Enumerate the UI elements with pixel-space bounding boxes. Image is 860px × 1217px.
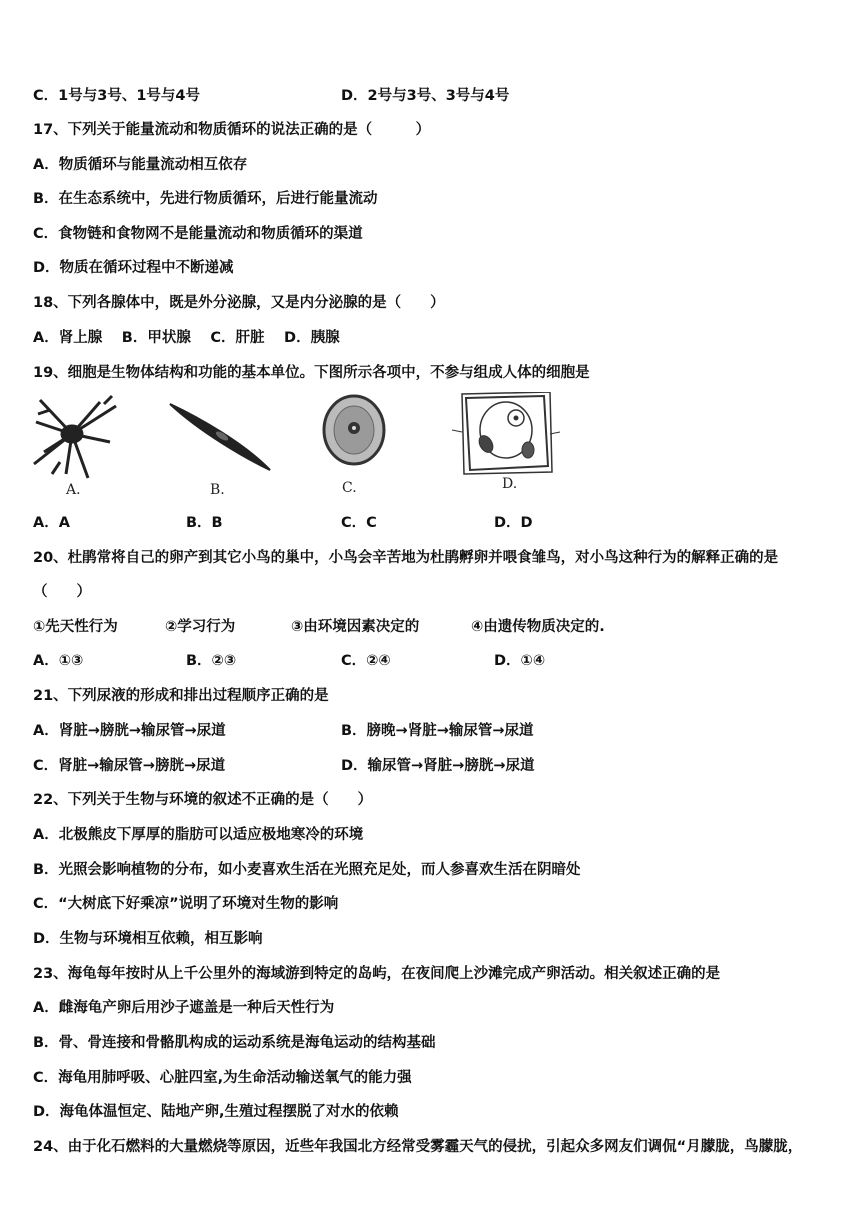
q21-stem: 21、下列尿液的形成和排出过程顺序正确的是 — [33, 688, 329, 704]
figure-label-c: C. — [342, 480, 357, 496]
q18-options: A．肾上腺 B．甲状腺 C．肝脏 D．胰腺 — [33, 330, 340, 346]
q20-answer-paren: （ ） — [33, 584, 91, 600]
q22-option-b: B．光照会影响植物的分布，如小麦喜欢生活在光照充足处，而人参喜欢生活在阴暗处 — [33, 862, 581, 878]
q23-option-b: B．骨、骨连接和骨骼肌构成的运动系统是海龟运动的结构基础 — [33, 1035, 436, 1051]
q20-stem: 20、杜鹃常将自己的卵产到其它小鸟的巢中，小鸟会辛苦地为杜鹃孵卵并喂食雏鸟，对小鸟这种行为的解释正确的是 — [33, 550, 779, 566]
q22-option-c: C．“大树底下好乘凉”说明了环境对生物的影响 — [33, 896, 339, 912]
q17-option-d: D．物质在循环过程中不断递减 — [33, 260, 234, 276]
q17-option-c: C．食物链和食物网不是能量流动和物质循环的渠道 — [33, 226, 363, 242]
q20-statement-2: ②学习行为 — [165, 619, 236, 635]
q17-option-a: A．物质循环与能量流动相互依存 — [33, 157, 248, 173]
q21-option-b: B．膀晚→肾脏→输尿管→尿道 — [341, 723, 534, 739]
q16-option-c: C．1号与3号、1号与4号 — [33, 88, 200, 104]
q23-option-c: C．海龟用肺呼吸、心脏四室,为生命活动输送氧气的能力强 — [33, 1070, 412, 1086]
figure-label-b: B. — [210, 482, 225, 498]
cell-figure — [30, 392, 590, 500]
q20-statement-3: ③由环境因素决定的 — [291, 619, 420, 635]
q20-statement-1: ①先天性行为 — [33, 619, 118, 635]
round-cell-icon — [324, 396, 384, 464]
q20-option-c: C．②④ — [341, 653, 391, 669]
figure-label-d: D. — [502, 476, 518, 492]
plant-cell-icon — [452, 392, 560, 474]
q18-stem: 18、下列各腺体中，既是外分泌腺，又是内分泌腺的是（ ） — [33, 295, 445, 311]
q23-option-d: D．海龟体温恒定、陆地产卵,生殖过程摆脱了对水的依赖 — [33, 1104, 399, 1120]
q22-option-d: D．生物与环境相互依赖，相互影响 — [33, 931, 263, 947]
q23-stem: 23、海龟每年按时从上千公里外的海域游到特定的岛屿，在夜间爬上沙滩完成产卵活动。相关叙述正确的是 — [33, 966, 721, 982]
neuron-cell-icon — [34, 396, 116, 478]
q24-stem: 24、由于化石燃料的大量燃烧等原因，近些年我国北方经常受雾霾天气的侵扰，引起众多网友们调侃“月朦胧，鸟朦胧， — [33, 1139, 803, 1155]
q21-option-d: D．输尿管→肾脏→膀胱→尿道 — [341, 758, 535, 774]
q20-option-a: A．①③ — [33, 653, 84, 669]
q17-option-b: B．在生态系统中，先进行物质循环，后进行能量流动 — [33, 191, 378, 207]
figure-label-a: A. — [66, 482, 81, 498]
q19-option-d: D．D — [494, 515, 533, 531]
q19-option-b: B．B — [186, 515, 223, 531]
cell-figure-svg — [30, 392, 590, 500]
q21-option-c: C．肾脏→输尿管→膀胱→尿道 — [33, 758, 226, 774]
q22-stem: 22、下列关于生物与环境的叙述不正确的是（ ） — [33, 792, 373, 808]
q19-stem: 19、细胞是生物体结构和功能的基本单位。下图所示各项中，不参与组成人体的细胞是 — [33, 365, 590, 381]
q19-option-a: A．A — [33, 515, 70, 531]
muscle-cell-icon — [170, 404, 270, 470]
q23-option-a: A．雌海龟产卵后用沙子遮盖是一种后天性行为 — [33, 1000, 335, 1016]
q20-option-d: D．①④ — [494, 653, 546, 669]
q22-option-a: A．北极熊皮下厚厚的脂肪可以适应极地寒冷的环境 — [33, 827, 364, 843]
q19-option-c: C．C — [341, 515, 377, 531]
q20-statement-4: ④由遗传物质决定的. — [471, 619, 605, 635]
q21-option-a: A．肾脏→膀胱→输尿管→尿道 — [33, 723, 226, 739]
q17-stem: 17、下列关于能量流动和物质循环的说法正确的是（ ） — [33, 122, 431, 138]
q16-option-d: D．2号与3号、3号与4号 — [341, 88, 510, 104]
q20-option-b: B．②③ — [186, 653, 237, 669]
